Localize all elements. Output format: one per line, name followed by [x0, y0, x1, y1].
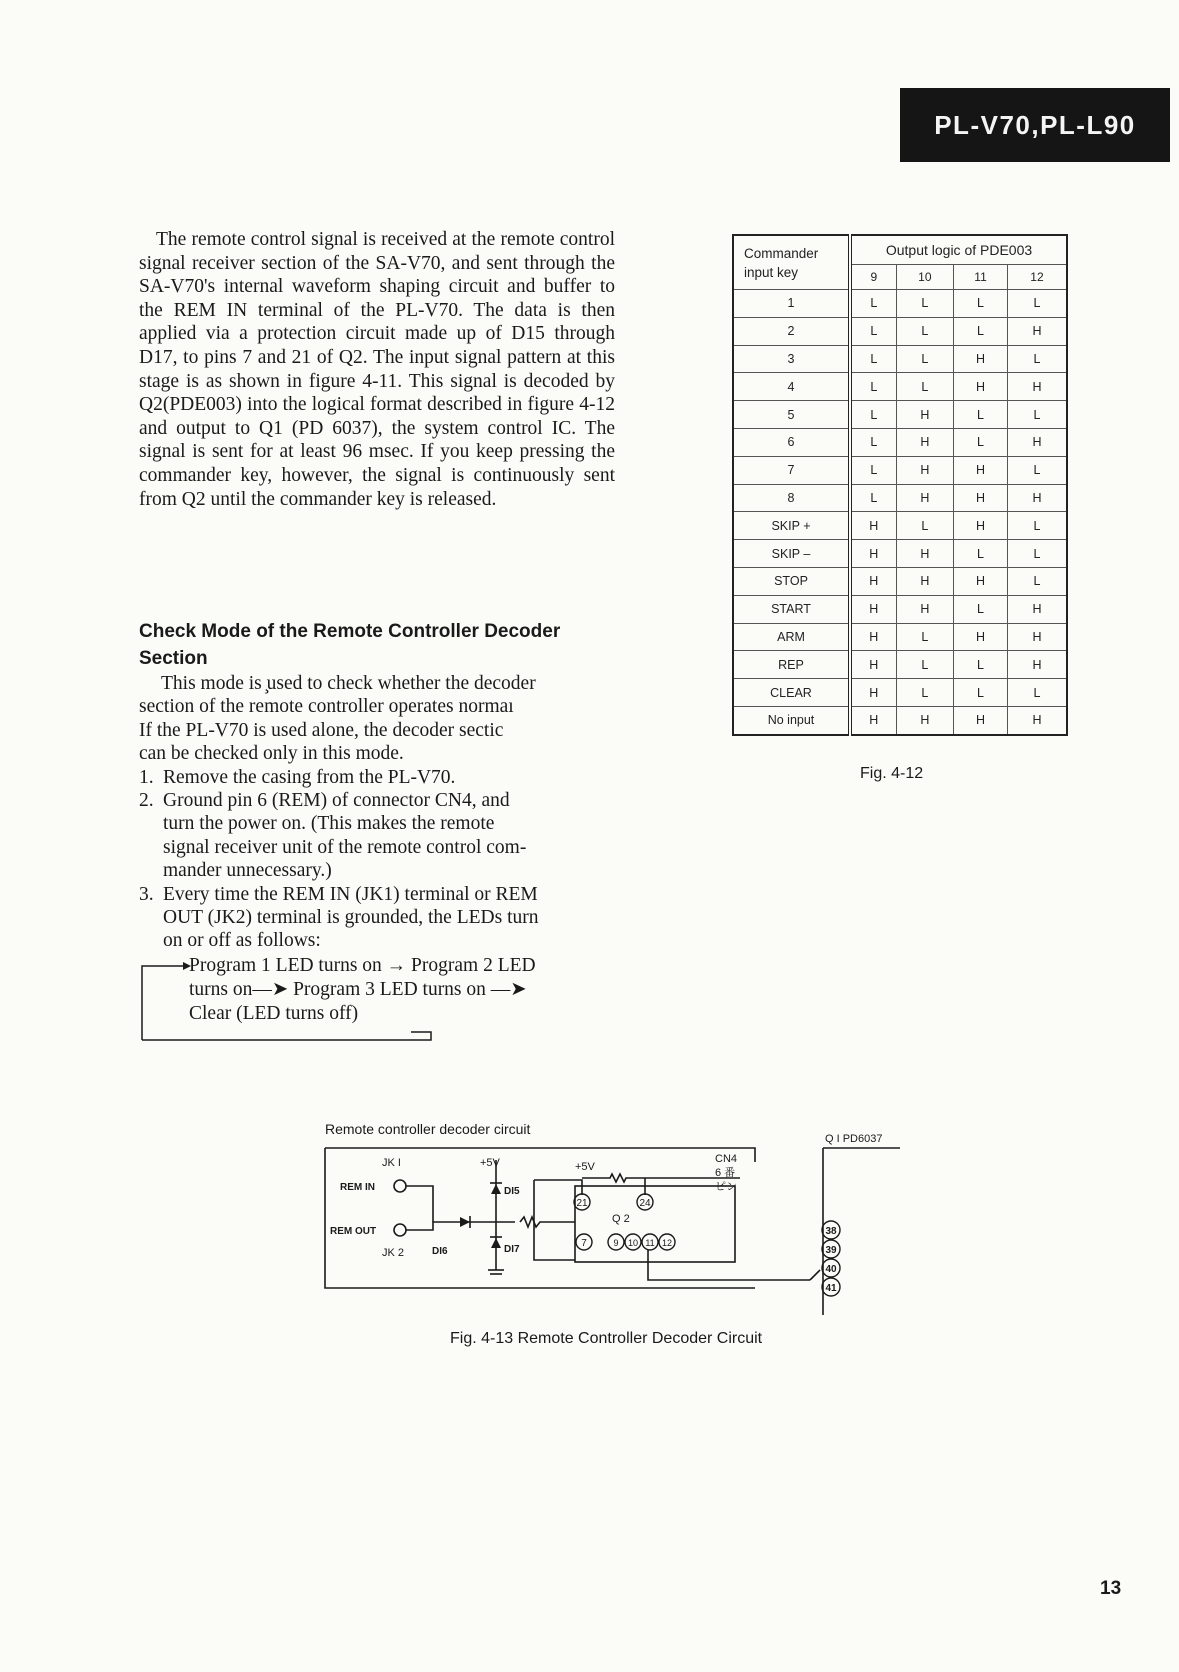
bit-cell: L: [954, 290, 1008, 318]
key-cell: STOP: [733, 567, 850, 595]
table-row: [733, 540, 1067, 568]
bit-cell: H: [850, 623, 896, 651]
q2-label: Q 2: [612, 1213, 630, 1225]
d17-label: DI7: [504, 1244, 520, 1255]
bit-cell: L: [954, 679, 1008, 707]
bit-cell: H: [896, 595, 953, 623]
bit-cell: L: [896, 290, 953, 318]
table-row: [733, 512, 1067, 540]
bit-header: 9: [850, 265, 896, 290]
step-line: signal receiver unit of the remote control com-: [163, 836, 527, 858]
key-cell: 7: [733, 456, 850, 484]
step-item: [139, 766, 615, 789]
table-row: [733, 484, 1067, 512]
q2-loop-wire: [534, 1180, 575, 1260]
table-row: [733, 428, 1067, 456]
step-number: 1.: [139, 766, 154, 788]
pin-11-label: 11: [645, 1238, 655, 1248]
table-row: [733, 345, 1067, 373]
key-header-line1: Commander: [744, 245, 819, 261]
bit-cell: H: [954, 456, 1008, 484]
q1-pin-38-label: 38: [825, 1226, 837, 1237]
decoder-circuit-diagram: [320, 1090, 960, 1320]
bit-cell: H: [1007, 484, 1067, 512]
bit-cell: H: [1007, 623, 1067, 651]
bit-header: 12: [1007, 265, 1067, 290]
output-bus: [648, 1250, 810, 1280]
pin-9-label: 9: [613, 1238, 619, 1248]
pin-10-label: 10: [627, 1238, 639, 1248]
pin-7-label: 7: [581, 1238, 587, 1249]
bit-cell: L: [896, 679, 953, 707]
check-mode-text: [139, 672, 615, 953]
bit-cell: H: [850, 679, 896, 707]
bit-cell: L: [850, 428, 896, 456]
key-cell: 8: [733, 484, 850, 512]
key-cell: No input: [733, 706, 850, 734]
bit-cell: L: [954, 540, 1008, 568]
key-cell: ARM: [733, 623, 850, 651]
fig-4-13-caption: Fig. 4-13 Remote Controller Decoder Circuit: [450, 1330, 763, 1347]
bit-cell: L: [1007, 512, 1067, 540]
pin-24-label: 24: [639, 1198, 651, 1209]
fig-4-12-caption: Fig. 4-12: [860, 765, 924, 782]
key-cell: SKIP +: [733, 512, 850, 540]
bit-cell: L: [1007, 456, 1067, 484]
table-row: [733, 456, 1067, 484]
rem-in-jack: [394, 1180, 406, 1192]
bit-cell: H: [896, 706, 953, 734]
key-cell: 3: [733, 345, 850, 373]
bit-cell: H: [954, 373, 1008, 401]
output-arrow: [810, 1270, 820, 1280]
rem-out-wire: [406, 1222, 450, 1230]
bit-cell: H: [1007, 595, 1067, 623]
bit-cell: H: [896, 428, 953, 456]
bit-cell: H: [954, 623, 1008, 651]
key-cell: 4: [733, 373, 850, 401]
table-row: [733, 651, 1067, 679]
key-cell: CLEAR: [733, 679, 850, 707]
table-row: [733, 317, 1067, 345]
table-row: [733, 401, 1067, 429]
step-line: Ground pin 6 (REM) of connector CN4, and: [163, 790, 510, 812]
pin-21-label: 21: [576, 1198, 588, 1209]
jk2-label: JK 2: [382, 1247, 405, 1259]
bit-cell: L: [954, 428, 1008, 456]
led-loop-diagram: [139, 955, 616, 1042]
bit-cell: H: [954, 706, 1008, 734]
bit-cell: L: [850, 456, 896, 484]
step-line: OUT (JK2) terminal is grounded, the LEDs turn: [163, 907, 539, 929]
vcc-resistor: [582, 1174, 705, 1182]
table-row: [733, 290, 1067, 318]
bit-cell: H: [1007, 373, 1067, 401]
bit-cell: L: [1007, 290, 1067, 318]
step-line: mander unnecessary.): [163, 860, 332, 882]
bit-cell: H: [1007, 317, 1067, 345]
table-row: [733, 595, 1067, 623]
rem-in-wire: [406, 1186, 433, 1222]
intro-paragraph: The remote control signal is received at the remote control signal receiver section of the SA-V70, and sent through the SA-V70's internal waveform shaping circuit and buffer to the REM IN terminal of the PL-V70. The data is then applied via a protection circuit made up of D15 through D17, to pins 7 and 21 of Q2. The input signal pattern at this stage is as shown in figure 4-11. This signal is decoded by Q2(PDE003) into the logical format described in figure 4-12 and output to Q1 (PD 6037), the system control IC. The signal is sent for at least 96 msec. If you keep pressing the commander key, however, the signal is continuously sent from Q2 until the commander key is released.: [139, 229, 615, 510]
bit-cell: L: [954, 317, 1008, 345]
model-header: [900, 88, 1170, 162]
page-number: 13: [1100, 1578, 1122, 1599]
bit-cell: L: [1007, 345, 1067, 373]
pin-12-label: 12: [661, 1238, 673, 1248]
step-item: [139, 789, 615, 883]
bit-cell: L: [850, 484, 896, 512]
d16-diode-symbol: [460, 1217, 470, 1227]
bit-cell: H: [1007, 651, 1067, 679]
model-name: PL-V70,PL-L90: [934, 109, 1136, 140]
logic-table-body: [733, 290, 1067, 735]
key-cell: 5: [733, 401, 850, 429]
loop-line2: turns on—➤ Program 3 LED turns on —➤: [189, 979, 527, 1000]
section-heading-line2: Section: [139, 648, 208, 669]
check-mode-steps: [139, 766, 615, 953]
jk1-label: JK I: [382, 1157, 401, 1169]
q2-chip: [575, 1186, 735, 1262]
step-number: 2.: [139, 790, 154, 812]
key-cell: 6: [733, 428, 850, 456]
bit-cell: L: [850, 317, 896, 345]
d16-label: DI6: [432, 1246, 448, 1257]
bit-cell: H: [954, 484, 1008, 512]
output-logic-header: Output logic of PDE003: [850, 235, 1067, 265]
table-row: [733, 567, 1067, 595]
bit-cell: L: [1007, 567, 1067, 595]
key-cell: REP: [733, 651, 850, 679]
d17-diode-symbol: [491, 1238, 501, 1248]
plus5v-label-b: +5V: [575, 1161, 595, 1173]
step-number: 3.: [139, 883, 154, 905]
table-row: [733, 706, 1067, 734]
bit-cell: H: [850, 706, 896, 734]
bit-cell: H: [1007, 428, 1067, 456]
section-heading-line1: Check Mode of the Remote Controller Decoder: [139, 621, 561, 642]
bit-header: 10: [896, 265, 953, 290]
q1-pin-39-label: 39: [825, 1245, 837, 1256]
d15-diode-symbol: [491, 1184, 501, 1194]
rem-out-jack: [394, 1224, 406, 1236]
bit-cell: L: [896, 317, 953, 345]
d15-label: DI5: [504, 1186, 520, 1197]
key-cell: SKIP –: [733, 540, 850, 568]
intro-paragraph-block: [139, 228, 615, 511]
section-heading: [139, 618, 619, 672]
bit-cell: H: [954, 512, 1008, 540]
loop-line3: Clear (LED turns off): [189, 1003, 359, 1024]
bit-cell: H: [954, 345, 1008, 373]
bit-cell: H: [850, 651, 896, 679]
cn4-pin-label: 6 番: [715, 1167, 736, 1179]
q1-label: Q I PD6037: [825, 1133, 883, 1145]
check-mode-intro-line3: If the PL-V70 is used alone, the decoder sectic: [139, 719, 504, 741]
cn4-label: CN4: [715, 1153, 738, 1165]
step-item: [139, 883, 615, 953]
resistor-r: [520, 1217, 555, 1227]
bit-cell: L: [896, 373, 953, 401]
check-mode-intro-line4: can be checked only in this mode.: [139, 743, 404, 765]
bit-cell: H: [896, 567, 953, 595]
frame-lines: [325, 1148, 755, 1288]
step-line: Every time the REM IN (JK1) terminal or REM: [163, 883, 538, 905]
q1-pin-41-label: 41: [825, 1283, 837, 1294]
loop-line1: Program 1 LED turns on → Program 2 LED: [189, 955, 536, 976]
bit-cell: H: [896, 484, 953, 512]
check-mode-intro-line1: This mode is ̧used to check whether the decoder: [161, 673, 536, 694]
bit-cell: L: [850, 373, 896, 401]
bit-cell: H: [1007, 706, 1067, 734]
check-mode-intro-line2: section of the remote controller operates normaı: [139, 696, 514, 718]
step-line: on or off as follows:: [163, 930, 321, 952]
key-header-line2: input key: [744, 264, 799, 280]
bit-cell: H: [896, 401, 953, 429]
bit-cell: L: [896, 512, 953, 540]
plus5v-label-a: +5V: [480, 1157, 500, 1169]
bit-cell: H: [850, 567, 896, 595]
key-cell: START: [733, 595, 850, 623]
bit-cell: L: [1007, 540, 1067, 568]
bit-cell: L: [954, 651, 1008, 679]
bit-cell: H: [896, 540, 953, 568]
bit-cell: L: [1007, 679, 1067, 707]
table-row: [733, 373, 1067, 401]
step-line: turn the power on. (This makes the remote: [163, 813, 495, 835]
bit-cell: H: [850, 540, 896, 568]
key-cell: 2: [733, 317, 850, 345]
rem-out-label: REM OUT: [330, 1226, 377, 1237]
bit-cell: L: [896, 651, 953, 679]
bit-cell: L: [954, 401, 1008, 429]
cn4-pin-label2: ピン: [715, 1181, 737, 1193]
rem-in-label: REM IN: [340, 1182, 375, 1193]
table-row: [733, 679, 1067, 707]
key-column-header: [733, 235, 850, 290]
bit-cell: L: [850, 345, 896, 373]
bit-cell: L: [850, 401, 896, 429]
key-cell: 1: [733, 290, 850, 318]
table-row: [733, 623, 1067, 651]
bit-cell: H: [850, 512, 896, 540]
output-logic-table: [732, 234, 1068, 736]
bit-cell: L: [1007, 401, 1067, 429]
bit-cell: H: [850, 595, 896, 623]
bit-cell: L: [896, 623, 953, 651]
bit-cell: H: [954, 567, 1008, 595]
bit-cell: L: [896, 345, 953, 373]
q1-pin-40-label: 40: [825, 1264, 837, 1275]
bit-cell: L: [954, 595, 1008, 623]
bit-header: 11: [954, 265, 1008, 290]
table-header-row: [733, 235, 1067, 265]
circuit-title: Remote controller decoder circuit: [325, 1121, 531, 1137]
bit-cell: H: [896, 456, 953, 484]
step-line: Remove the casing from the PL-V70.: [163, 766, 456, 788]
bit-cell: L: [850, 290, 896, 318]
